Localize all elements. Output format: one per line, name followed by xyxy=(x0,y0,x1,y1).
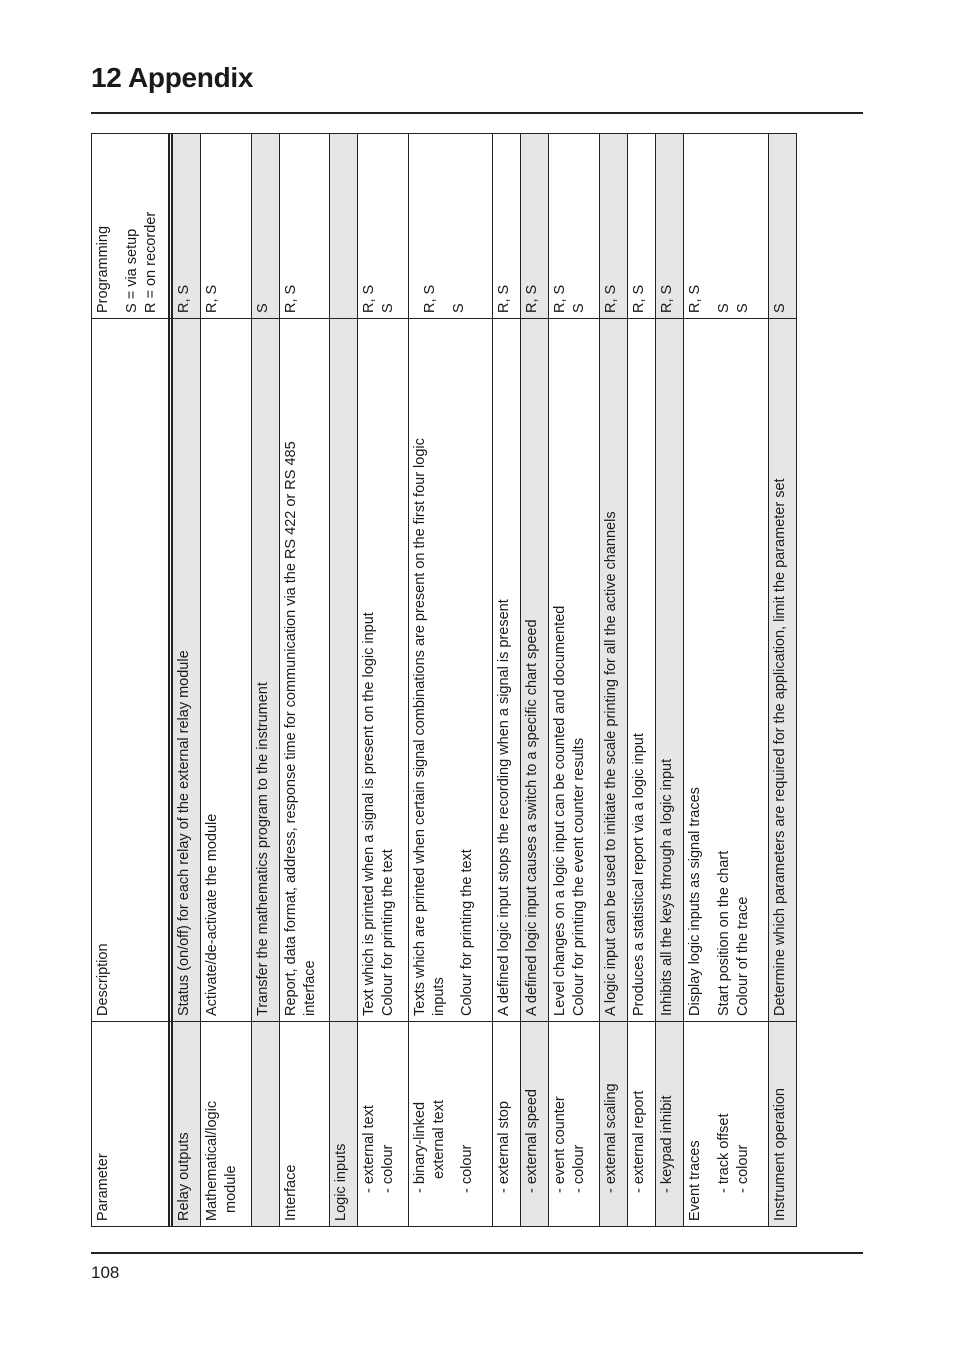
description-cell: Status (on/off) for each relay of the external relay module xyxy=(172,319,201,1022)
parameter-cell: - external text - colour xyxy=(358,1022,408,1227)
description-cell: Level changes on a logic input can be counted and documented Colour for printing the event counter results xyxy=(549,319,599,1022)
appendix-table-frame xyxy=(91,134,797,1227)
table-row xyxy=(521,134,549,1227)
description-cell: A defined logic input causes a switch to a specific chart speed xyxy=(521,319,549,1022)
header-parameter: Parameter xyxy=(92,1022,170,1227)
description-cell: Inhibits all the keys through a logic input xyxy=(656,319,684,1022)
table-header-row xyxy=(92,134,170,1227)
parameter-cell: - event counter - colour xyxy=(549,1022,599,1227)
header-description: Description xyxy=(92,319,170,1022)
page-title: 12 Appendix xyxy=(91,62,254,93)
programming-cell: R, S S xyxy=(408,134,492,319)
programming-cell xyxy=(330,134,358,319)
parameter-cell: - external report xyxy=(627,1022,655,1227)
parameter-table xyxy=(91,133,797,1227)
parameter-cell: Logic inputs xyxy=(330,1022,358,1227)
table-row xyxy=(330,134,358,1227)
description-cell: Texts which are printed when certain signal combinations are present on the first four logic inputs Colour for printing the text xyxy=(408,319,492,1022)
programming-cell: R, S xyxy=(599,134,627,319)
table-row xyxy=(408,134,492,1227)
programming-cell: R, S xyxy=(172,134,201,319)
parameter-cell: - external stop xyxy=(493,1022,521,1227)
table-row xyxy=(656,134,684,1227)
parameter-cell: - keypad inhibit xyxy=(656,1022,684,1227)
programming-cell: S xyxy=(768,134,796,319)
rotated-table-container xyxy=(91,134,797,1227)
programming-cell: R, S xyxy=(279,134,329,319)
programming-cell: R, S xyxy=(201,134,251,319)
description-cell: A defined logic input stops the recording when a signal is present xyxy=(493,319,521,1022)
parameter-cell: Mathematical/logic module xyxy=(201,1022,251,1227)
parameter-cell: Event traces - track offset - colour xyxy=(684,1022,768,1227)
table-row xyxy=(172,134,201,1227)
programming-cell: S xyxy=(251,134,279,319)
parameter-cell: - external scaling xyxy=(599,1022,627,1227)
programming-cell: R, S xyxy=(656,134,684,319)
parameter-cell: Instrument operation xyxy=(768,1022,796,1227)
table-row xyxy=(599,134,627,1227)
programming-cell: R, S xyxy=(627,134,655,319)
description-cell: Determine which parameters are required for the application, limit the parameter set xyxy=(768,319,796,1022)
programming-cell: R, S S S xyxy=(684,134,768,319)
table-row xyxy=(549,134,599,1227)
table-row xyxy=(358,134,408,1227)
programming-cell: R, S S xyxy=(549,134,599,319)
table-row xyxy=(201,134,251,1227)
parameter-cell: Interface xyxy=(279,1022,329,1227)
parameter-cell: - external speed xyxy=(521,1022,549,1227)
table-row xyxy=(627,134,655,1227)
table-row xyxy=(768,134,796,1227)
description-cell: Transfer the mathematics program to the instrument xyxy=(251,319,279,1022)
table-row xyxy=(493,134,521,1227)
parameter-cell: - binary-linked external text - colour xyxy=(408,1022,492,1227)
description-cell: Text which is printed when a signal is present on the logic input Colour for printing the text xyxy=(358,319,408,1022)
footer-rule xyxy=(91,1252,863,1254)
description-cell: Display logic inputs as signal traces Start position on the chart Colour of the trace xyxy=(684,319,768,1022)
header-rule xyxy=(91,112,863,114)
header-programming: Programming S = via setup R = on recorder xyxy=(92,134,170,319)
table-row xyxy=(279,134,329,1227)
page-number: 108 xyxy=(91,1263,120,1282)
description-cell xyxy=(330,319,358,1022)
table-row xyxy=(684,134,768,1227)
description-cell: Report, data format, address, response time for communication via the RS 422 or RS 485 interface xyxy=(279,319,329,1022)
parameter-cell xyxy=(251,1022,279,1227)
programming-cell: R, S S xyxy=(358,134,408,319)
programming-cell: R, S xyxy=(521,134,549,319)
table-row xyxy=(251,134,279,1227)
description-cell: Produces a statistical report via a logic input xyxy=(627,319,655,1022)
description-cell: A logic input can be used to initiate the scale printing for all the active channels xyxy=(599,319,627,1022)
programming-cell: R, S xyxy=(493,134,521,319)
parameter-cell: Relay outputs xyxy=(172,1022,201,1227)
description-cell: Activate/de-activate the module xyxy=(201,319,251,1022)
